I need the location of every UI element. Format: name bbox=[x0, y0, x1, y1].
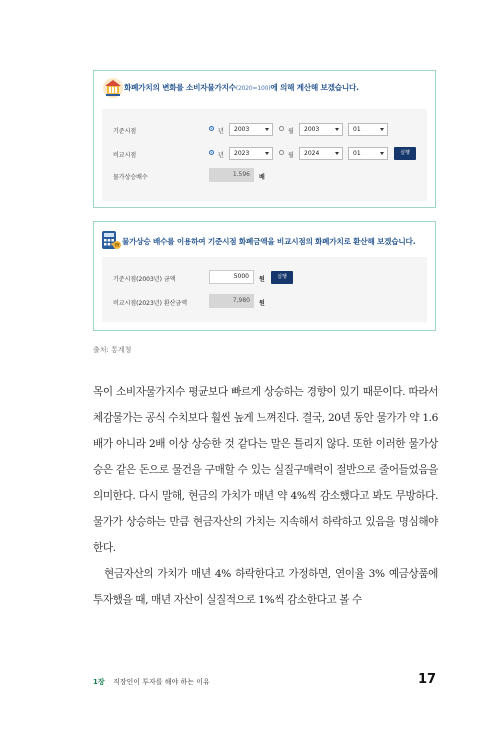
calculator-icon bbox=[100, 229, 122, 251]
panel-title: 화폐가치의 변화를 소비자물가지수(2020=100)에 의해 계산해 보겠습니다. bbox=[124, 83, 359, 92]
base-year-radio-label: 년 bbox=[218, 128, 224, 135]
compare-time-row bbox=[102, 147, 427, 161]
inflation-factor-unit: 배 bbox=[259, 174, 265, 181]
compare-year-radio-label: 년 bbox=[218, 152, 224, 159]
compare-month-radio-label: 월 bbox=[288, 152, 294, 159]
base-month-radio[interactable] bbox=[279, 126, 284, 131]
chevron-down-icon bbox=[265, 128, 269, 131]
panel-header bbox=[94, 71, 435, 105]
chapter-title: 직장인이 투자를 해야 하는 이유 bbox=[113, 678, 210, 686]
base-year-value: 2003 bbox=[234, 126, 250, 133]
paragraph: 목이 소비자물가지수 평균보다 빠르게 상승하는 경향이 있기 때문이다. 따라서 체감물가는 공식 수치보다 훨씬 높게 느껴진다. 결국, 20년 동안 물가가 약 1.6배가 아니라 2배 이상 상승한 것 같다는 말은 틀리지 않다. 또한 이러한 물가상승은 같은 돈으로 물건을 구매할 수 있는 실질구매력이 절반으로 줄어들었음을 의미한다. 다시 말해, 현금의 가치가 매년 약 4%씩 감소했다고 봐도 무방하다. 물가가 상승하는 만큼 현금자산의 가치는 지속해서 하락하고 있음을 명심해야 한다. bbox=[93, 386, 438, 554]
base-month-value: 01 bbox=[353, 126, 361, 133]
body-text bbox=[93, 379, 438, 613]
compare-year-select[interactable] bbox=[229, 147, 273, 160]
compare-time-label: 비교시점 bbox=[113, 152, 137, 159]
chevron-down-icon bbox=[335, 152, 339, 155]
compare-month-year-value: 2024 bbox=[304, 150, 320, 157]
base-month-radio-label: 월 bbox=[288, 128, 294, 135]
converted-amount-value: 7,980 bbox=[209, 294, 254, 308]
run-button[interactable]: 실행 bbox=[394, 147, 416, 160]
base-amount-label: 기준시점(2003년) 금액 bbox=[113, 276, 176, 283]
panel-form bbox=[102, 109, 427, 201]
chevron-down-icon bbox=[380, 152, 384, 155]
base-year-radio[interactable] bbox=[209, 126, 214, 131]
chapter-label: 1장 bbox=[93, 678, 105, 686]
paragraph: 현금자산의 가치가 매년 4% 하락한다고 가정하면, 연이율 3% 예금상품에 투자했을 때, 매년 자산이 실질적으로 1%씩 감소한다고 볼 수 bbox=[93, 568, 438, 606]
base-month-year-value: 2003 bbox=[304, 126, 320, 133]
compare-month-select[interactable] bbox=[348, 147, 388, 160]
base-amount-row bbox=[102, 271, 427, 285]
panel-form bbox=[102, 257, 427, 322]
page-number: 17 bbox=[418, 672, 437, 687]
panel-header bbox=[94, 222, 435, 256]
conversion-panel bbox=[93, 221, 436, 331]
inflation-factor-row bbox=[102, 169, 427, 183]
converted-amount-label: 비교시점(2023년) 환산금액 bbox=[113, 300, 188, 307]
inflation-factor-label: 물가상승배수 bbox=[113, 174, 148, 181]
converted-amount-row bbox=[102, 295, 427, 309]
currency-value-panel bbox=[93, 70, 436, 208]
base-month-select[interactable] bbox=[348, 123, 388, 136]
chevron-down-icon bbox=[335, 128, 339, 131]
compare-year-radio[interactable] bbox=[209, 150, 214, 155]
base-amount-input[interactable]: 5000 bbox=[209, 270, 254, 284]
bank-icon bbox=[102, 77, 124, 99]
inflation-factor-value: 1.596 bbox=[209, 168, 254, 182]
compare-year-value: 2023 bbox=[234, 150, 250, 157]
compare-month-value: 01 bbox=[353, 150, 361, 157]
converted-amount-unit: 원 bbox=[259, 300, 265, 307]
chevron-down-icon bbox=[265, 152, 269, 155]
svg-text:₩: ₩ bbox=[114, 243, 120, 249]
base-year-select[interactable] bbox=[229, 123, 273, 136]
chevron-down-icon bbox=[380, 128, 384, 131]
base-month-year-select[interactable] bbox=[299, 123, 343, 136]
source-caption: 출처: 통계청 bbox=[93, 346, 132, 354]
base-time-row bbox=[102, 123, 427, 137]
compare-month-radio[interactable] bbox=[279, 150, 284, 155]
base-time-label: 기준시점 bbox=[113, 128, 137, 135]
base-amount-unit: 원 bbox=[259, 276, 265, 283]
run-button[interactable]: 실행 bbox=[271, 271, 293, 284]
compare-month-year-select[interactable] bbox=[299, 147, 343, 160]
panel-title: 물가상승 배수를 이용하여 기준시점 화폐금액을 비교시점의 화폐가치로 환산해 보겠습니다. bbox=[122, 237, 416, 246]
